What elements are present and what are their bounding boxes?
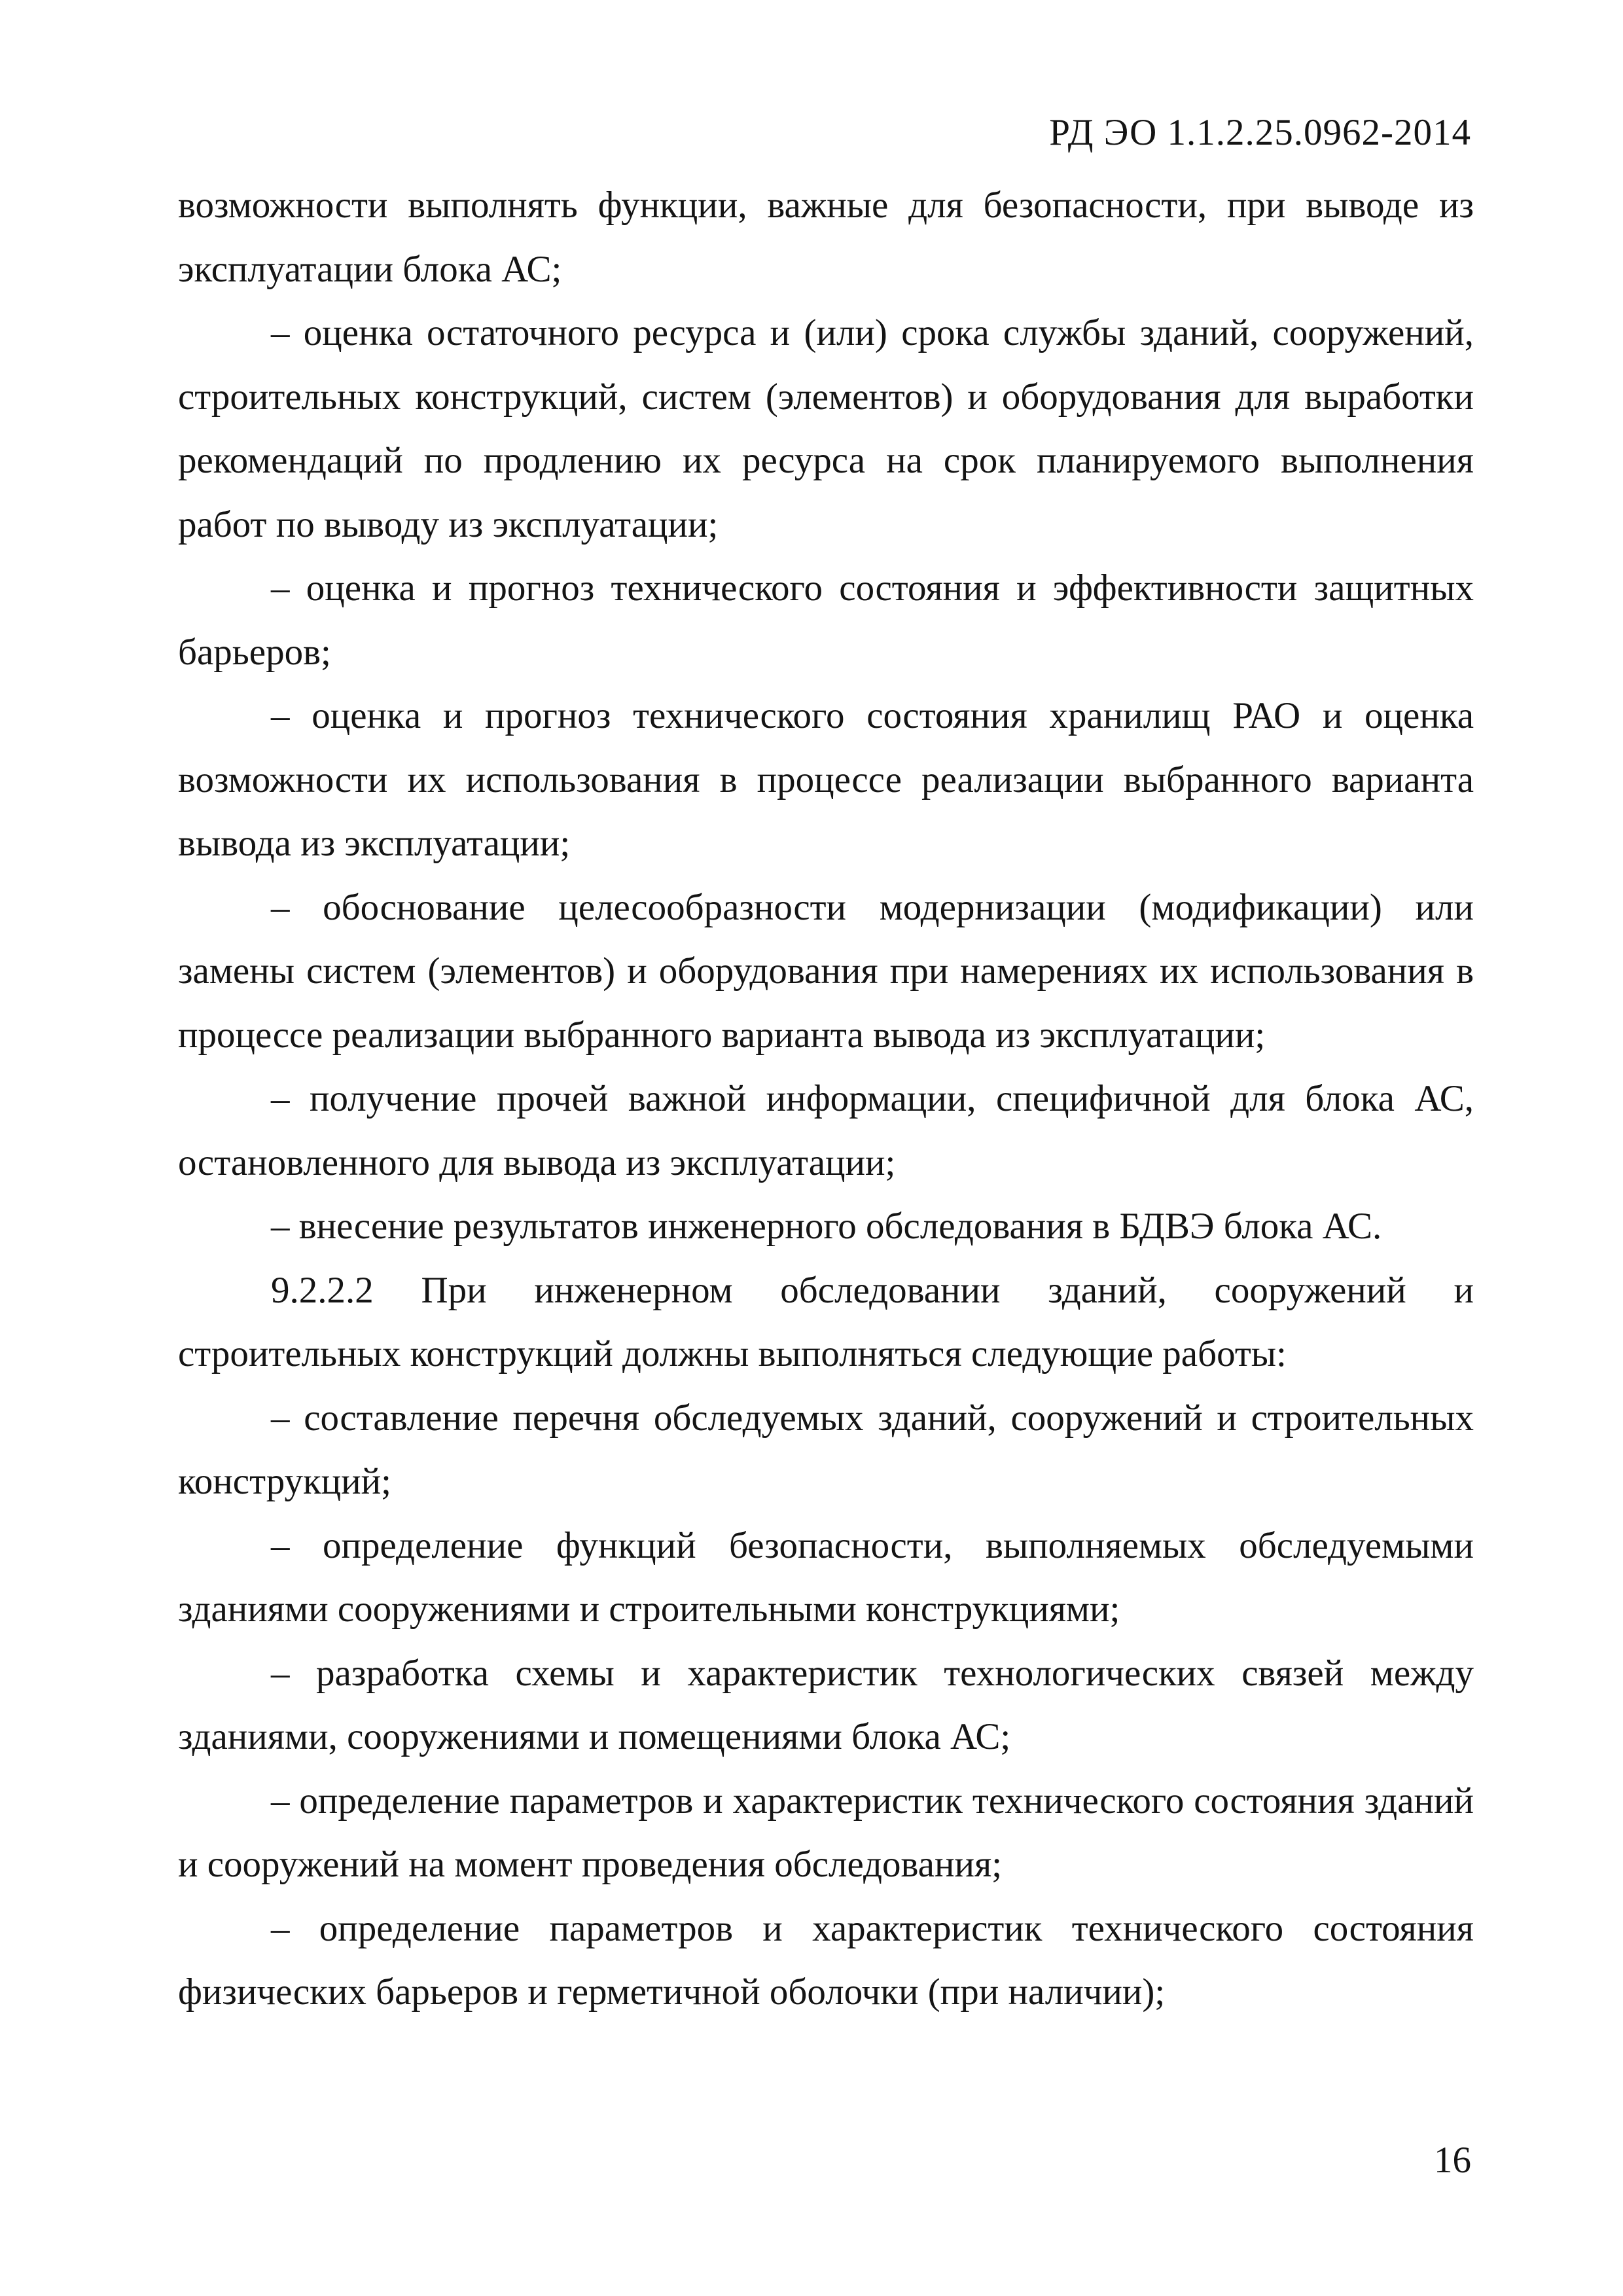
list-item: – разработка схемы и характеристик технологических связей между зданиями, сооружениями и помещениями блока АС;: [178, 1652, 1474, 1757]
list-item: – обоснование целесообразности модернизации (модификации) или замены систем (элементов) и оборудования при намерениях их использования в процессе реализации выбранного варианта вывода из эксплуатации;: [178, 886, 1474, 1056]
document-body: [178, 173, 1474, 2024]
page-number: 16: [1434, 2140, 1471, 2181]
list-item: – определение параметров и характеристик технического состояния зданий и сооружений на момент проведения обследования;: [178, 1780, 1474, 1885]
list-item: – оценка остаточного ресурса и (или) срока службы зданий, сооружений, строительных конструкций, систем (элементов) и оборудования для выработки рекомендаций по продлению их ресурса на срок планируемого выполнения работ по выводу из эксплуатации;: [178, 312, 1474, 545]
document-code: РД ЭО 1.1.2.25.0962-2014: [1049, 112, 1471, 153]
paragraph: возможности выполнять функции, важные для безопасности, при выводе из эксплуатации блока АС;: [178, 185, 1474, 290]
list-item: – внесение результатов инженерного обследования в БДВЭ блока АС.: [271, 1206, 1382, 1247]
list-item: – составление перечня обследуемых зданий, сооружений и строительных конструкций;: [178, 1397, 1474, 1502]
list-item: – определение параметров и характеристик технического состояния физических барьеров и герметичной оболочки (при наличии);: [178, 1907, 1474, 2013]
list-item: – оценка и прогноз технического состояния и эффективности защитных барьеров;: [178, 567, 1474, 673]
section-paragraph: 9.2.2.2 При инженерном обследовании зданий, сооружений и строительных конструкций должны выполняться следующие работы:: [178, 1269, 1474, 1374]
list-item: – оценка и прогноз технического состояния хранилищ РАО и оценка возможности их использования в процессе реализации выбранного варианта вывода из эксплуатации;: [178, 695, 1474, 864]
list-item: – определение функций безопасности, выполняемых обследуемыми зданиями сооружениями и строительными конструкциями;: [178, 1524, 1474, 1630]
list-item: – получение прочей важной информации, специфичной для блока АС, остановленного для вывода из эксплуатации;: [178, 1078, 1474, 1183]
